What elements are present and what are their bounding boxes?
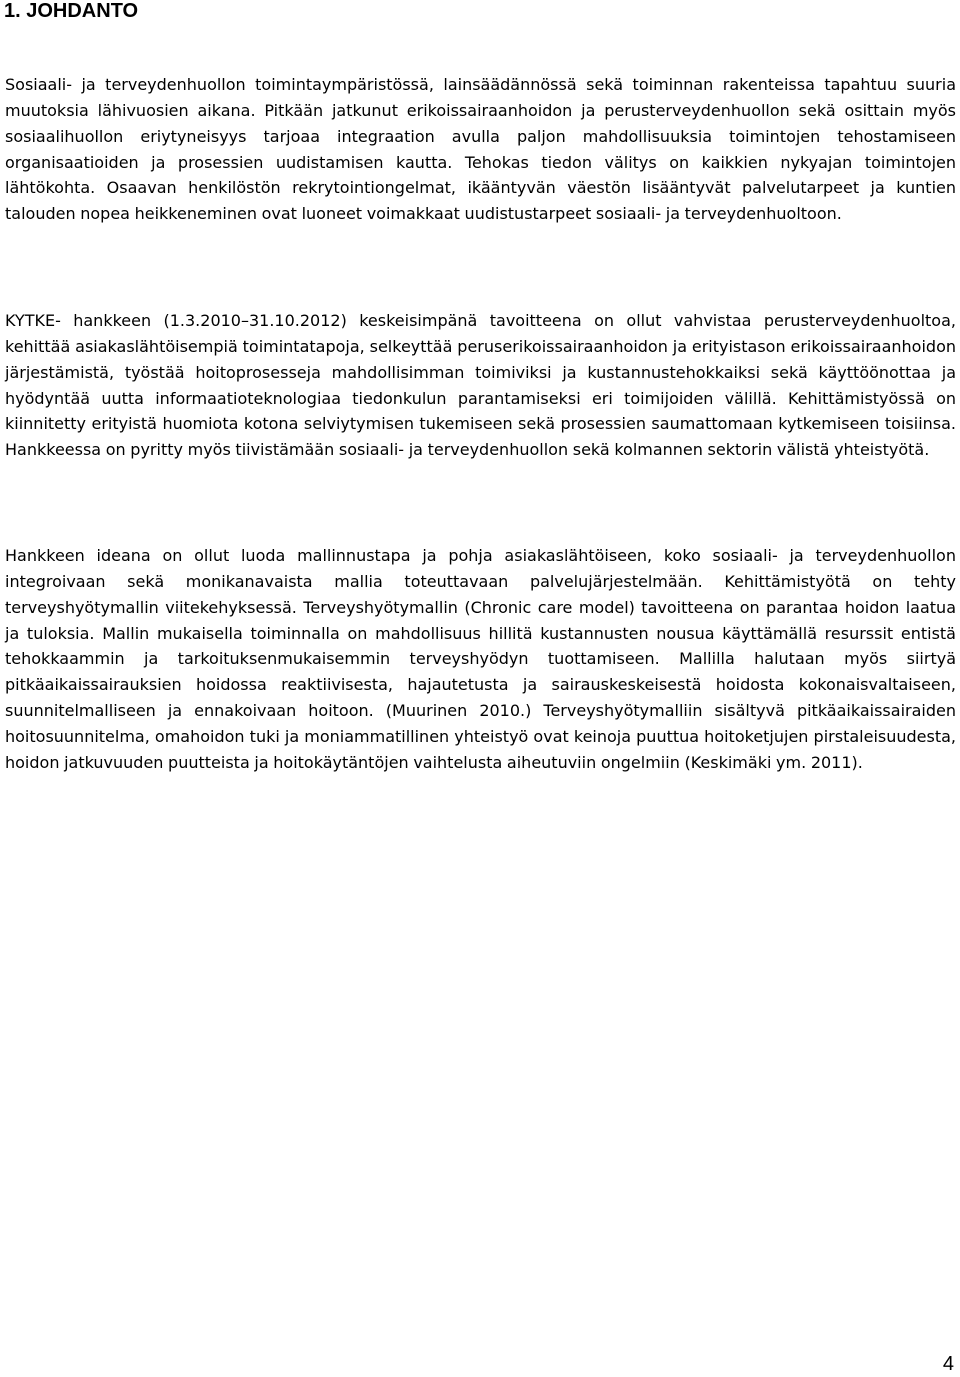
page-number: 4 [942,1353,954,1375]
paragraph-project-idea: Hankkeen ideana on ollut luoda mallinnustapa ja pohja asiakaslähtöiseen, koko sosiaali- ja terveydenhuollon integroivaan sekä monikanavaista mallia toteuttavaan palvelujärjestelmään. Kehittämistyötä on tehty terveyshyötymallin viitekehyksessä. Terveyshyötymallin (Chronic care model) tavoitteena on parantaa hoidon laatua ja tuloksia. Mallin mukaisella toiminnalla on mahdollisuus hillitä kustannusten nousua käyttämällä resurssit entistä tehokkaammin ja tarkoituksenmukaisemmin terveyshyödyn tuottamiseen. Mallilla halutaan myös siirtyä pitkäaikaissairauksien hoidossa reaktiivisesta, hajautetusta ja sairauskeskeisestä hoidosta kokonaisvaltaiseen, suunnitelmalliseen ja ennakoivaan hoitoon. (Muurinen 2010.) Terveyshyötymalliin sisältyvä pitkäaikaissairaiden hoitosuunnitelma, omahoidon tuki ja moniammatillinen yhteistyö ovat keinoja puuttua hoitoketjujen pirstaleisuudesta, hoidon jatkuvuuden puutteista ja hoitokäytäntöjen vaihtelusta aiheutuviin ongelmiin (Keskimäki ym. 2011). [5,546,956,772]
paragraph-kytke-project: KYTKE- hankkeen (1.3.2010–31.10.2012) keskeisimpänä tavoitteena on ollut vahvistaa perusterveydenhuoltoa, kehittää asiakaslähtöisempiä toimintatapoja, selkeyttää peruserikoissairaanhoidon ja erityistason erikoissairaanhoidon järjestämistä, työstää hoitoprosesseja mahdollisimman toimiviksi ja kustannustehokkaiksi sekä käyttöönottaa ja hyödyntää uutta informaatioteknologiaa tiedonkulun parantamiseksi eri toimijoiden välillä. Kehittämistyössä on kiinnitetty erityistä huomiota kotona selviytymisen tukemiseen sekä prosessien saumattomaan kytkemiseen toisiinsa. Hankkeessa on pyritty myös tiivistämään sosiaali- ja terveydenhuollon sekä kolmannen sektorin välistä yhteistyötä. [5,311,956,460]
section-heading: 1. JOHDANTO [4,0,139,22]
paragraph-intro: Sosiaali- ja terveydenhuollon toimintaympäristössä, lainsäädännössä sekä toiminnan rakenteissa tapahtuu suuria muutoksia lähivuosien aikana. Pitkään jatkunut erikoissairaanhoidon ja perusterveydenhuollon sekä osittain myös sosiaalihuollon eriytyneisyys tarjoaa integraation avulla paljon mahdollisuuksia toimintojen tehostamiseen organisaatioiden ja prosessien uudistamisen kautta. Tehokas tiedon välitys on kaikkien nykyajan toimintojen lähtökohta. Osaavan henkilöstön rekrytointiongelmat, ikääntyvän väestön lisääntyvät palvelutarpeet ja kuntien talouden nopea heikkeneminen ovat luoneet voimakkaat uudistustarpeet sosiaali- ja terveydenhuoltoon. [5,75,956,224]
